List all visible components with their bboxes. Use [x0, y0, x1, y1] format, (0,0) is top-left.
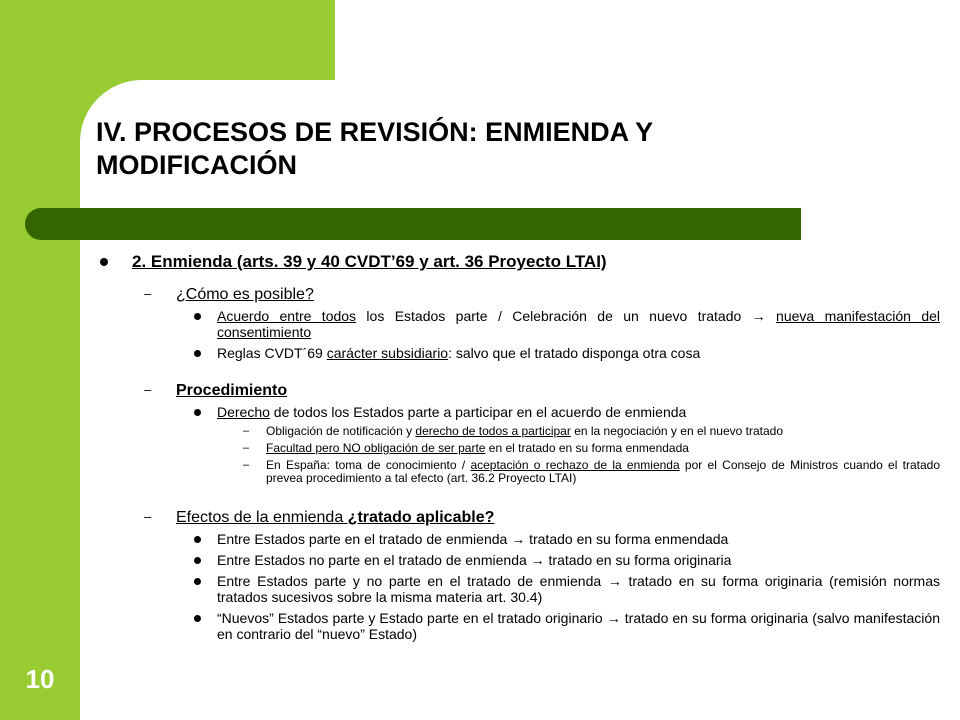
sub-list-item: – Obligación de notificación y derecho de todos a participar en la negociación y en el nuevo tratado [243, 424, 784, 438]
top-green-block [80, 0, 335, 80]
bullet-icon [100, 258, 108, 266]
dash-icon: – [144, 382, 152, 397]
bullet-icon [194, 409, 201, 416]
list-item: Entre Estados parte en el tratado de enmienda → tratado en su forma enmendada [100, 531, 940, 547]
dash-icon: – [144, 286, 152, 301]
arrow-right-icon: → [751, 308, 766, 324]
bullet-icon [194, 557, 201, 564]
slide-title: IV. PROCESOS DE REVISIÓN: ENMIENDA Y MODIFICACIÓN [96, 117, 653, 180]
dash-icon: – [144, 509, 152, 524]
dash-icon: – [243, 442, 250, 454]
slide-content [100, 252, 940, 647]
list-item: Acuerdo entre todos los Estados parte / Celebración de un nuevo tratado → nueva manifestación del consentimiento [100, 308, 940, 340]
arrow-right-icon: → [607, 573, 622, 589]
title-divider-bar [25, 208, 801, 240]
subsection-efectos: – Efectos de la enmienda ¿tratado aplicable? [144, 509, 495, 526]
list-item: “Nuevos” Estados parte y Estado parte en el tratado originario → tratado en su forma originaria (salvo manifestación en contrario del “nuevo” Estado) [100, 610, 940, 642]
list-item: Reglas CVDT´69 carácter subsidiario: salvo que el tratado disponga otra cosa [100, 345, 940, 361]
section-heading: 2. Enmienda (arts. 39 y 40 CVDT’69 y art. 36 Proyecto LTAI) [100, 252, 940, 272]
subsection-como: – ¿Cómo es posible? [144, 286, 314, 303]
arrow-right-icon: → [511, 531, 526, 547]
sub-list-item: – Facultad pero NO obligación de ser parte en el tratado en su forma enmendada [243, 441, 689, 455]
list-item: Entre Estados parte y no parte en el tratado de enmienda → tratado en su forma originaria (remisión normas tratados sucesivos sobre la misma materia art. 30.4) [100, 573, 940, 605]
bullet-icon [194, 350, 201, 357]
sub-list-item: – En España: toma de conocimiento / aceptación o rechazo de la enmienda por el Consejo de Ministros cuando el tratado prevea procedimiento a tal efecto (art. 36.2 Proyecto LTAI) [243, 458, 940, 485]
dash-icon: – [243, 425, 250, 437]
list-item: Derecho de todos los Estados parte a participar en el acuerdo de enmienda [100, 404, 940, 420]
bullet-icon [194, 615, 201, 622]
arrow-right-icon: → [530, 552, 545, 568]
page-number: 10 [25, 664, 55, 694]
list-item: Entre Estados no parte en el tratado de enmienda → tratado en su forma originaria [100, 552, 940, 568]
bullet-icon [194, 536, 201, 543]
arrow-right-icon: → [606, 610, 621, 626]
bullet-icon [194, 313, 201, 320]
subsection-procedimiento: – Procedimiento [144, 382, 288, 399]
left-green-band [0, 0, 80, 720]
bullet-icon [194, 578, 201, 585]
dash-icon: – [243, 459, 250, 471]
